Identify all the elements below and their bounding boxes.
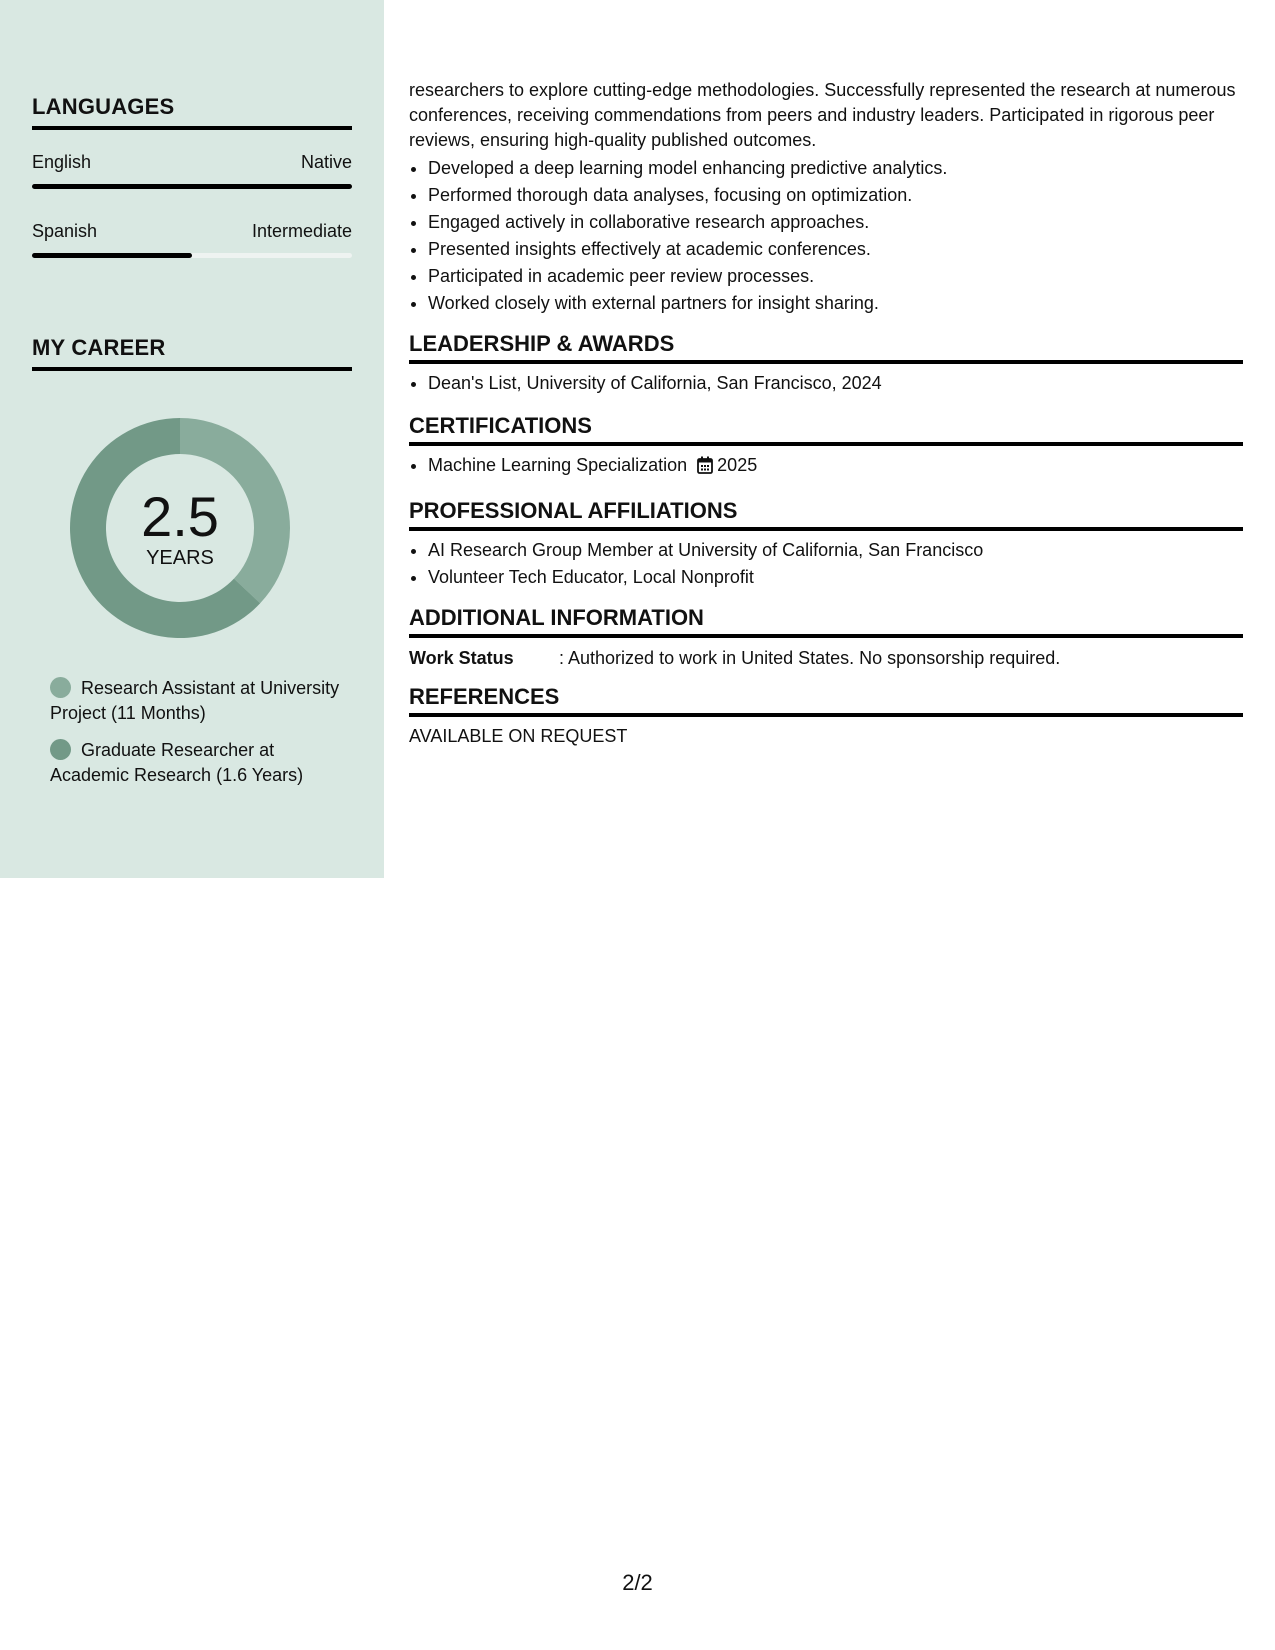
- language-name: Spanish: [32, 221, 98, 241]
- leadership-list: [409, 370, 1243, 397]
- language-level: Native: [300, 152, 352, 172]
- list-item: • Presented insights effectively at academic conferences.: [428, 236, 1243, 263]
- career-legend-item: [50, 676, 350, 726]
- list-item: • Performed thorough data analyses, focusing on optimization.: [428, 182, 1243, 209]
- list-item: • Participated in academic peer review processes.: [428, 263, 1243, 290]
- legend-label: Research Assistant at University Project (11 Months): [50, 678, 340, 723]
- list-item: • Worked closely with external partners for insight sharing.: [428, 290, 1243, 317]
- language-proficiency-bar-spanish: [32, 253, 352, 258]
- list-item: • Dean's List, University of California, San Francisco, 2024: [428, 370, 1243, 397]
- work-status-row: [409, 646, 1243, 670]
- sidebar: [0, 0, 384, 878]
- experience-description: researchers to explore cutting-edge methodologies. Successfully represented the research at numerous conferences, receiving commendations from peers and industry leaders. Participated in rigorous peer reviews, ensuring high-quality published outcomes.: [409, 80, 1236, 150]
- certification-year: 2025: [717, 455, 758, 475]
- certification-item: [428, 452, 1243, 482]
- certifications-title: CERTIFICATIONS: [409, 413, 1243, 446]
- proficiency-fill: [32, 184, 352, 189]
- main-content: [409, 78, 1243, 747]
- language-level: Intermediate: [251, 221, 352, 241]
- language-proficiency-bar-english: [32, 184, 352, 189]
- calendar-icon: [697, 455, 713, 482]
- additional-info-title: ADDITIONAL INFORMATION: [409, 605, 1243, 638]
- work-status-label: Work Status: [409, 648, 514, 668]
- proficiency-fill: [32, 253, 192, 258]
- career-total-value: 2.5: [141, 484, 219, 548]
- language-row-spanish: [32, 221, 352, 242]
- languages-title: LANGUAGES: [32, 94, 352, 130]
- legend-dot: [50, 677, 71, 698]
- legend-dot: [50, 739, 71, 760]
- list-item: • Engaged actively in collaborative research approaches.: [428, 209, 1243, 236]
- list-item: • Developed a deep learning model enhancing predictive analytics.: [428, 155, 1243, 182]
- experience-bullets: [409, 155, 1243, 317]
- certifications-list: [409, 452, 1243, 482]
- list-item: • Volunteer Tech Educator, Local Nonprofit: [428, 564, 1243, 591]
- career-legend-item: [50, 738, 350, 788]
- legend-label: Graduate Researcher at Academic Research (1.6 Years): [50, 740, 304, 785]
- language-row-english: [32, 152, 352, 173]
- page-number: 2/2: [622, 1570, 653, 1595]
- donut-center: [66, 414, 294, 642]
- references-title: REFERENCES: [409, 684, 1243, 717]
- career-donut-chart: [66, 414, 294, 642]
- leadership-title: LEADERSHIP & AWARDS: [409, 331, 1243, 364]
- career-total-unit: YEARS: [146, 546, 214, 569]
- affiliations-title: PROFESSIONAL AFFILIATIONS: [409, 498, 1243, 531]
- career-title: MY CAREER: [32, 335, 352, 371]
- language-name: English: [32, 152, 92, 172]
- affiliations-list: [409, 537, 1243, 591]
- references-text: AVAILABLE ON REQUEST: [409, 726, 628, 746]
- list-item: • AI Research Group Member at University of California, San Francisco: [428, 537, 1243, 564]
- work-status-value: : Authorized to work in United States. No sponsorship required.: [559, 648, 1061, 668]
- certification-name: Machine Learning Specialization: [428, 455, 688, 475]
